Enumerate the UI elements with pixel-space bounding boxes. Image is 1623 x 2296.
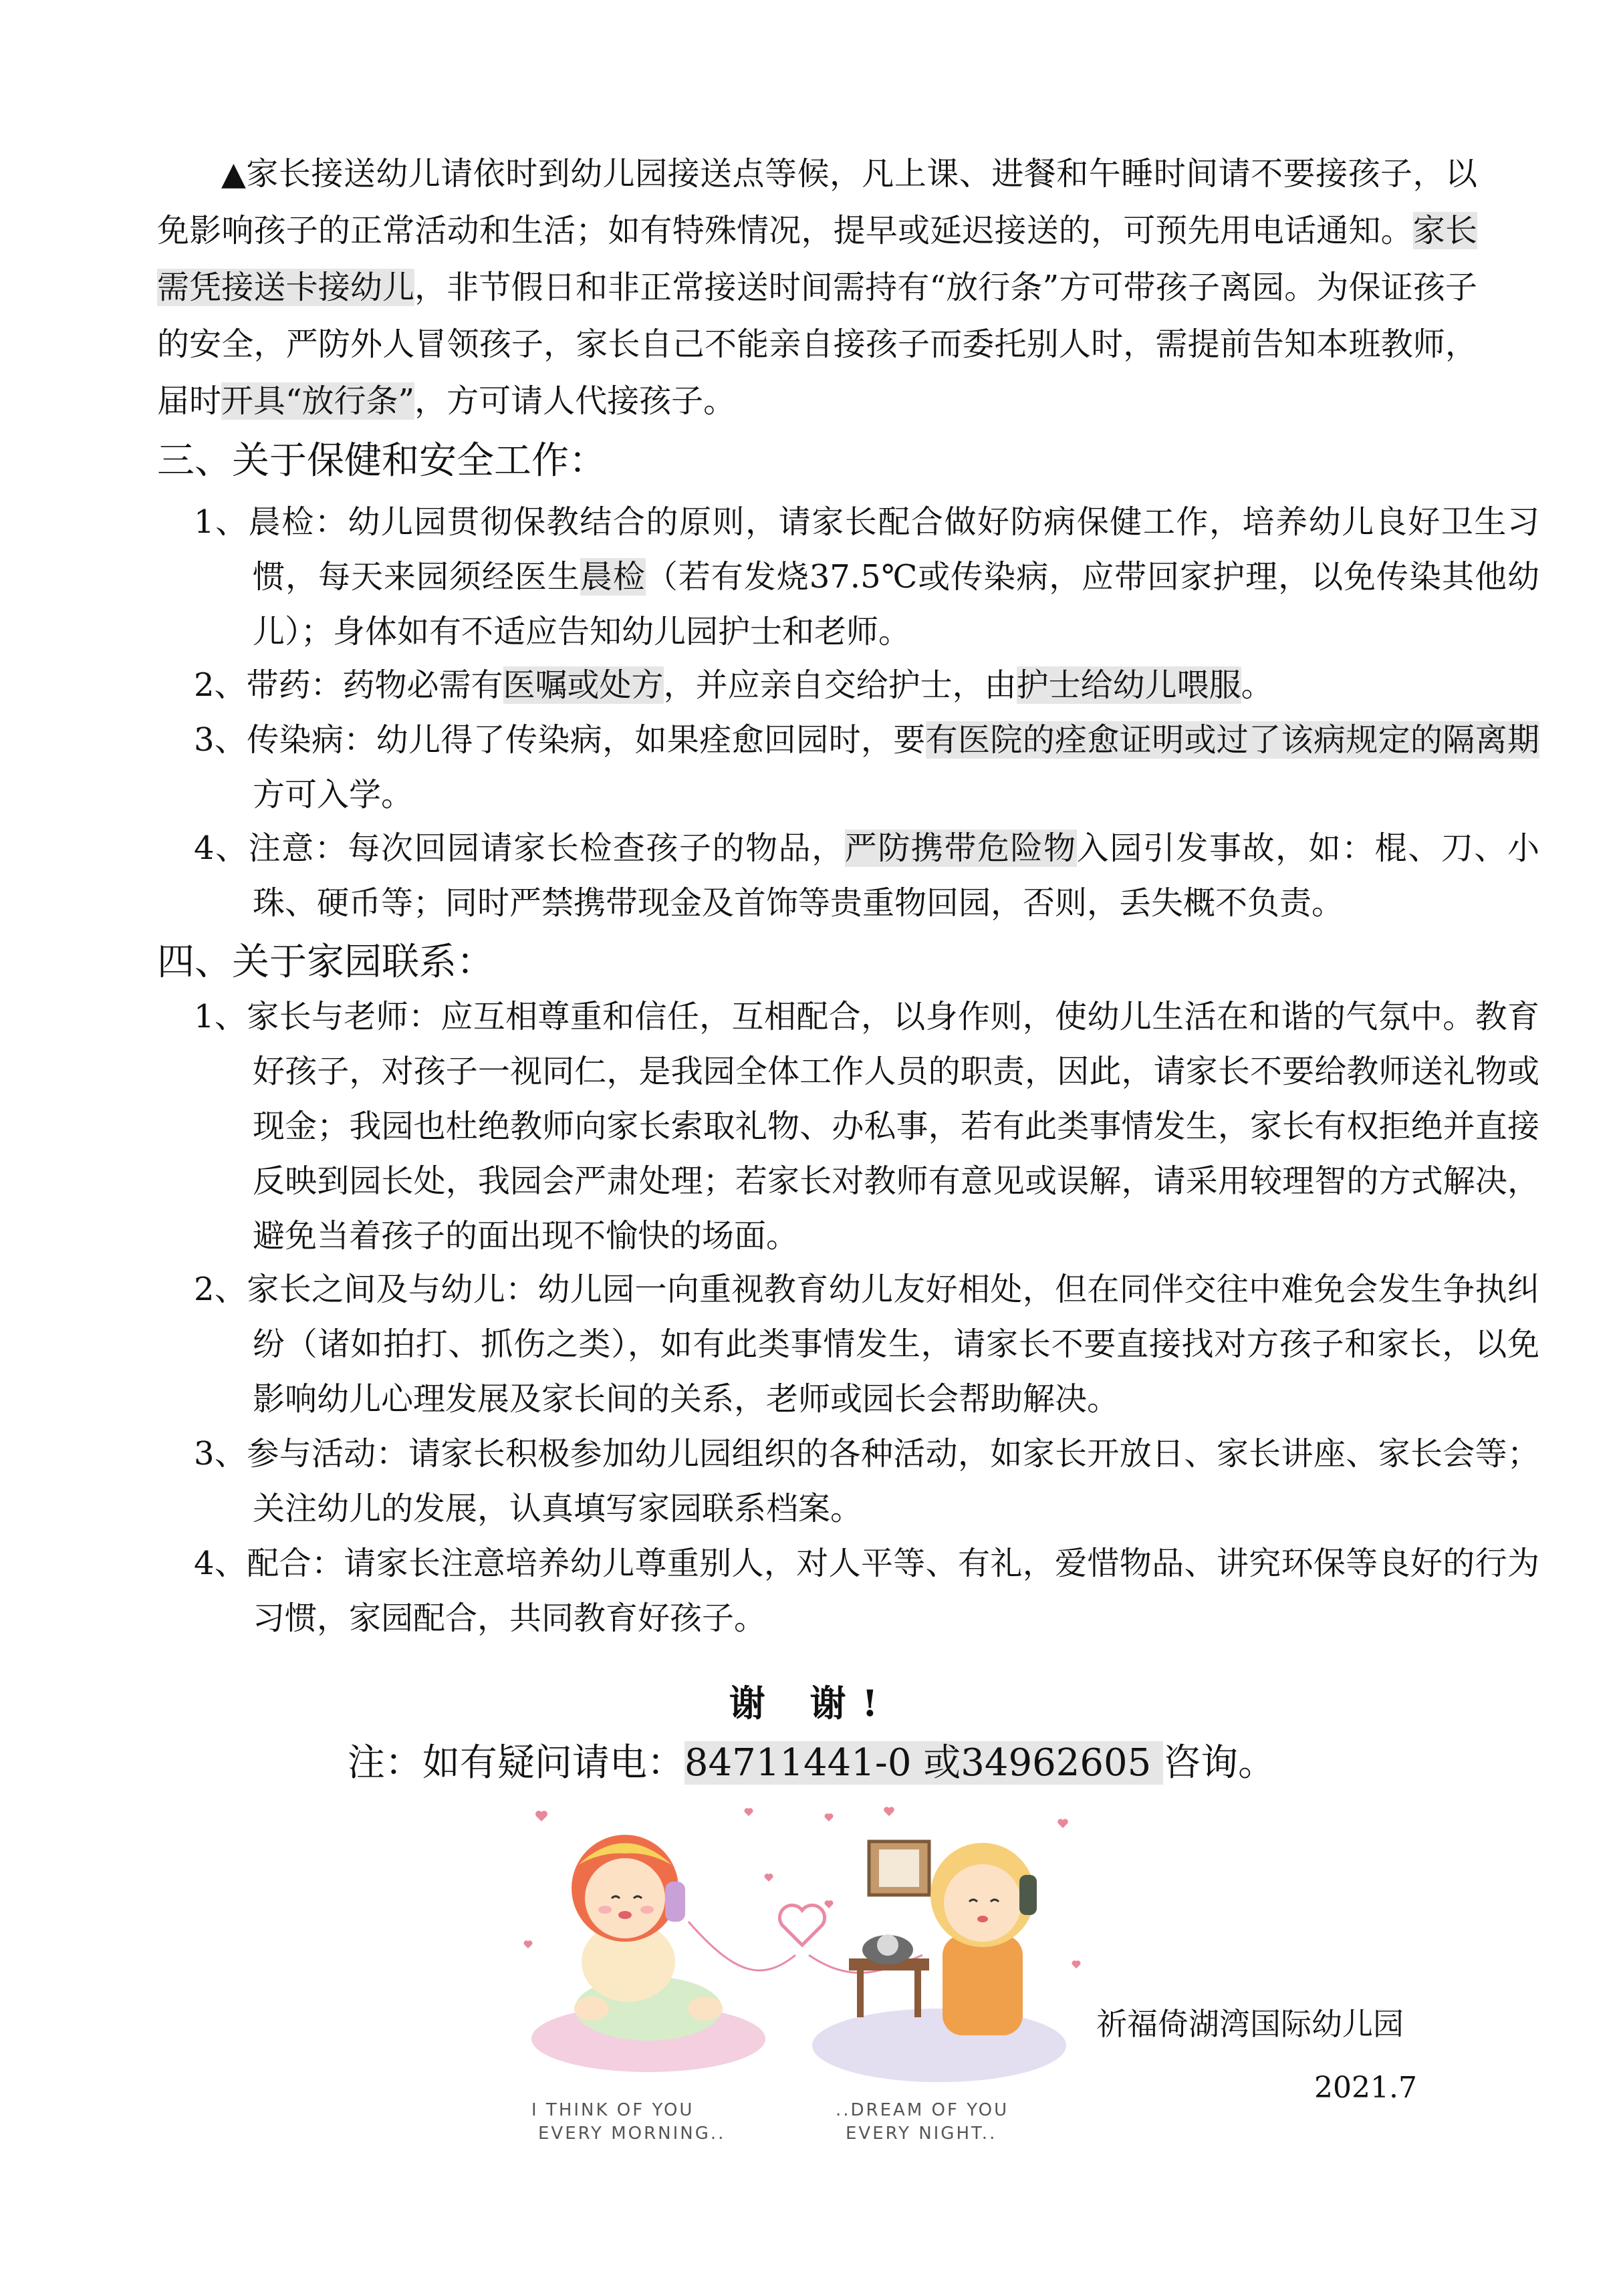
caption-left-line1: I THINK OF YOU bbox=[531, 2100, 695, 2120]
pickup-text-3: ，方可请人代接孩子。 bbox=[414, 382, 736, 420]
note-prefix: 注：如有疑问请电： bbox=[347, 1741, 684, 1785]
section4-heading: 四、关于家园联系： bbox=[157, 940, 494, 984]
kindergarten-name: 祈福倚湖湾国际幼儿园 bbox=[1096, 2006, 1404, 2042]
item-text: 方可入学。 bbox=[253, 776, 414, 813]
item-text: （若有发烧37.5℃或传染病，应带回家护理，以免传染其他幼儿）；身体如有不适应告知幼儿园护士和老师。 bbox=[253, 558, 1539, 650]
note-suffix: 咨询。 bbox=[1163, 1741, 1276, 1785]
phone-numbers: 84711441-0 或34962605 bbox=[684, 1741, 1164, 1785]
section4-item-3: 3、参与活动：请家长积极参加幼儿园组织的各种活动，如家长开放日、家长讲座、家长会等；关注幼儿的发展，认真填写家园联系档案。 bbox=[194, 1435, 1539, 1527]
pickup-text-2: ，非节假日和非正常接送时间需持有“放行条”方可带孩子离园。为保证孩子的安全，严防外人冒领孩子，家长自己不能亲自接孩子而委托别人时，需提前告知本班教师，届时 bbox=[157, 269, 1477, 420]
section3-item-1 bbox=[194, 495, 1539, 659]
boy-character bbox=[849, 1841, 1037, 2035]
item-highlight: 护士给幼儿喂服 bbox=[1016, 666, 1241, 704]
section3-item-4 bbox=[194, 821, 1539, 930]
section4-item-4: 4、配合：请家长注意培养幼儿尊重别人，对人平等、有礼，爱惜物品、讲究环保等良好的行为习惯，家园配合，共同教育好孩子。 bbox=[194, 1545, 1539, 1637]
girl-character bbox=[572, 1835, 723, 2041]
item-highlight: 晨检 bbox=[580, 558, 646, 596]
item-text: 2、带药：药物必需有 bbox=[194, 666, 503, 704]
item-highlight: 严防携带危险物 bbox=[844, 830, 1077, 867]
caption-right-line1: ..DREAM OF YOU bbox=[836, 2100, 1009, 2120]
item-text: 。 bbox=[1241, 666, 1273, 704]
caption-right-line2: EVERY NIGHT.. bbox=[846, 2124, 997, 2144]
section3-heading: 三、关于保健和安全工作： bbox=[157, 439, 606, 483]
item-text: ，并应亲自交给护士，由 bbox=[663, 666, 1017, 704]
item-text: 3、传染病：幼儿得了传染病，如果痊愈回园时，要 bbox=[194, 721, 926, 759]
section3-item-3 bbox=[194, 713, 1539, 822]
pickup-highlight-card: 家长需凭接送卡接幼儿 bbox=[157, 212, 1477, 306]
signature-date: 2021.7 bbox=[1314, 2071, 1417, 2105]
section4-item-1: 1、家长与老师：应互相尊重和信任，互相配合，以身作则，使幼儿生活在和谐的气氛中。教育好孩子，对孩子一视同仁，是我园全体工作人员的职责，因此，请家长不要给教师送礼物或现金；我园也杜绝教师向家长索取礼物、办私事，若有此类事情发生，家长有权拒绝并直接反映到园长处，我园会严肃处理；若家长对教师有意见或误解，请采用较理智的方式解决，避免当着孩子的面出现不愉快的场面。 bbox=[194, 998, 1539, 1255]
item-text: 1、晨检：幼儿园贯彻保教结合的原则，请家长配合做好防病保健工作，培养幼儿良好卫生习惯，每天来园须经医生 bbox=[194, 503, 1539, 596]
caption-left-line2: EVERY MORNING.. bbox=[538, 2124, 726, 2144]
center-heart bbox=[779, 1905, 824, 1945]
pickup-paragraph bbox=[157, 146, 1477, 430]
item-text: 4、注意：每次回园请家长检查孩子的物品， bbox=[194, 830, 845, 867]
item-highlight: 医嘱或处方 bbox=[503, 666, 664, 704]
pickup-highlight-pass: 开具“放行条” bbox=[221, 382, 415, 420]
item-text: 入园引发事故，如：棍、刀、小珠、硬币等；同时严禁携带现金及首饰等贵重物回园，否则，丢失概不负责。 bbox=[253, 830, 1539, 922]
item-highlight: 有医院的痊愈证明或过了该病规定的隔离期 bbox=[925, 721, 1539, 759]
contact-note bbox=[0, 1737, 1623, 1790]
right-floor-shadow bbox=[812, 2009, 1066, 2082]
section3-item-2 bbox=[194, 658, 1539, 713]
illustration-children-phone bbox=[515, 1801, 1090, 2156]
section4-item-2: 2、家长之间及与幼儿：幼儿园一向重视教育幼儿友好相处，但在同伴交往中难免会发生争执纠纷（诸如拍打、抓伤之类），如有此类事情发生，请家长不要直接找对方孩子和家长，以免影响幼儿心理发展及家长间的关系，老师或园长会帮助解决。 bbox=[194, 1271, 1539, 1418]
pickup-text-1: ▲家长接送幼儿请依时到幼儿园接送点等候，凡上课、进餐和午睡时间请不要接孩子，以免影响孩子的正常活动和生活；如有特殊情况，提早或延迟接送的，可预先用电话通知。 bbox=[157, 155, 1477, 249]
thanks-text: 谢 谢! bbox=[729, 1682, 894, 1725]
